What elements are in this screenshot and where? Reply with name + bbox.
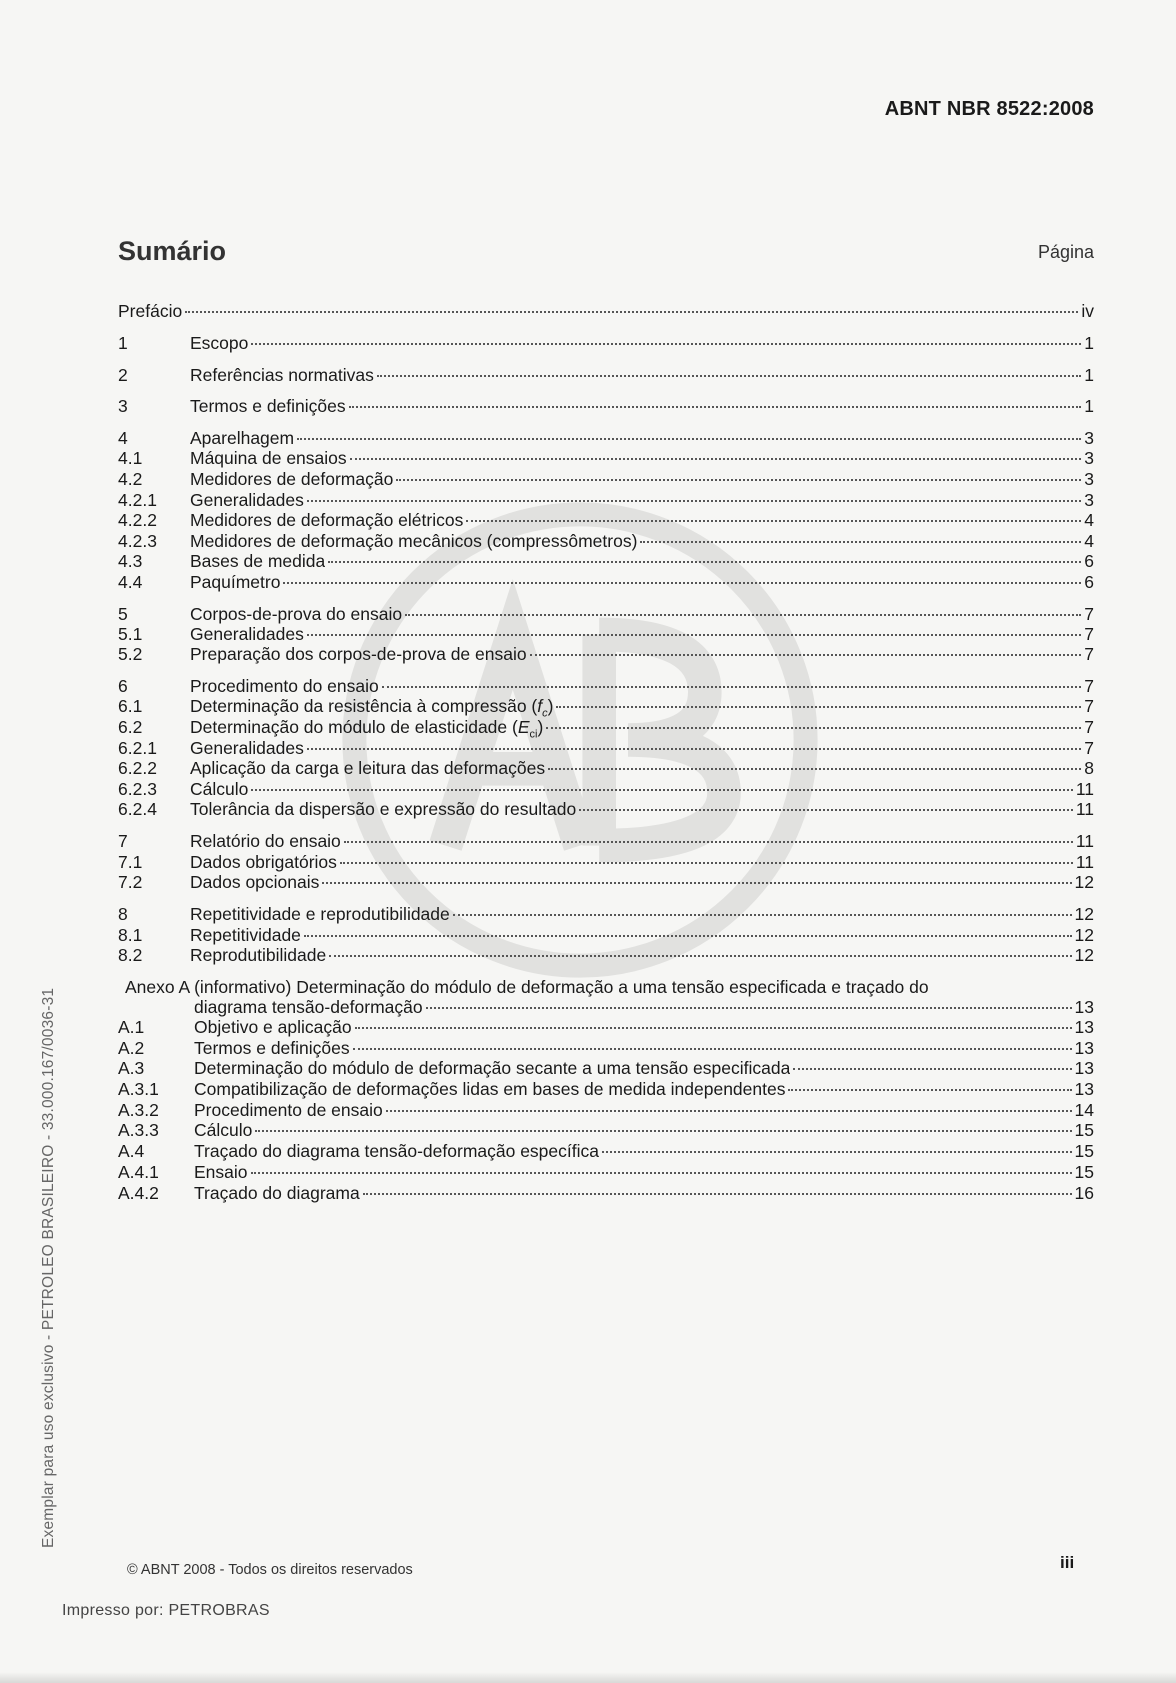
toc-entry-title: Cálculo [190,779,249,799]
toc-entry-number: 5.1 [118,624,143,644]
toc-entry-title: Generalidades [190,490,304,510]
toc-entry-title: Generalidades [190,738,304,758]
dot-leader [602,1151,1072,1153]
toc-entry-page: 3 [1084,428,1094,448]
toc-entry-title: Reprodutibilidade [190,945,327,965]
dot-leader [349,406,1082,408]
dot-leader [329,955,1071,957]
side-note: Exemplar para uso exclusivo - PETROLEO BRASILEIRO - 33.000.167/0036-31 [40,987,57,1548]
toc-entry[interactable] [118,530,1094,552]
toc-entry-page: 11 [1075,852,1094,872]
toc-entry-page: 3 [1084,469,1094,489]
toc-entry-page: 7 [1084,676,1094,696]
dot-leader [353,1048,1072,1050]
toc-entry-number: A.4.2 [118,1183,159,1203]
toc-entry-page: 4 [1084,510,1094,530]
toc-entry[interactable] [118,757,1094,779]
toc-entry-page: 7 [1084,644,1094,664]
dot-leader [466,520,1081,522]
toc-entry-number: 7.1 [118,852,143,872]
dot-leader [386,1110,1072,1112]
toc-entry[interactable] [118,1037,1094,1059]
toc-entry-page: 7 [1084,717,1094,737]
toc-entry[interactable] [118,1119,1094,1141]
toc-entry-title: Traçado do diagrama [194,1183,360,1203]
dot-leader [363,1193,1072,1195]
toc-entry[interactable] [118,1161,1094,1183]
toc-entry[interactable] [118,1057,1094,1079]
toc-entry[interactable] [118,550,1094,572]
toc-entry-page: 1 [1084,333,1094,353]
toc-entry[interactable] [118,737,1094,759]
toc-entry-number: 4.2.3 [118,531,157,551]
printed-by: Impresso por: PETROBRAS [62,1602,270,1619]
toc-entry-number: 5.2 [118,644,143,664]
dot-leader [297,438,1081,440]
toc-entry-number: 4.3 [118,551,143,571]
toc-entry-title: Repetitividade e reprodutibilidade [190,904,450,924]
toc-title: Sumário [118,236,227,266]
annex-label: Anexo A [125,977,190,997]
dot-leader [307,634,1081,636]
annex-heading-continuation[interactable] [118,996,1094,1018]
toc-entry-number: 7 [118,831,128,851]
toc-entry-title: Paquímetro [190,572,281,592]
toc-entry-page: iv [1081,301,1094,321]
toc-entry-page: 12 [1074,872,1094,892]
toc-entry[interactable] [118,571,1094,593]
toc-entry-number: 3 [118,396,128,416]
toc-entry-number: 8 [118,904,128,924]
toc-entry-title: Tolerância da dispersão e expressão do resultado [190,799,577,819]
dot-leader [322,882,1071,884]
toc-entry-title: Máquina de ensaios [190,448,347,468]
toc-entry-page: 1 [1084,396,1094,416]
toc-entry-title: Procedimento do ensaio [190,676,379,696]
toc-entry[interactable] [118,300,1094,322]
toc-entry-number: 4.4 [118,572,143,592]
toc-entry[interactable] [118,871,1094,893]
toc-entry-number: A.4.1 [118,1162,159,1182]
toc-entry-title: Aplicação da carga e leitura das deformações [190,758,546,778]
toc-entry-title: Medidores de deformação mecânicos (compressômetros) [190,531,638,551]
toc-entry-title: Escopo [190,333,249,353]
toc-entry-title: Dados obrigatórios [190,852,337,872]
dot-leader [304,935,1072,937]
toc-entry[interactable] [118,1099,1094,1121]
copyright-notice: © ABNT 2008 - Todos os direitos reservados [127,1562,413,1578]
toc-entry-number: 4.2.2 [118,510,157,530]
toc-entry[interactable] [118,603,1094,625]
toc-entry-title: Determinação da resistência à compressão $(f_c)$ [190,696,554,720]
dot-leader [556,706,1081,708]
dot-leader [382,686,1082,688]
toc-entry-title: Prefácio [118,301,183,321]
toc-entry-number: 4.2.1 [118,490,157,510]
toc-entry-number: 8.1 [118,925,143,945]
toc-entry[interactable] [118,643,1094,665]
toc-entry-number: A.3 [118,1058,145,1078]
toc-entry-title: Traçado do diagrama tensão-deformação específica [194,1141,599,1161]
scan-edge [0,1672,1176,1683]
toc-entry-title: Medidores de deformação [190,469,394,489]
dot-leader [426,1007,1072,1009]
toc-entry-number: 6.2.2 [118,758,157,778]
toc-entry-title: Compatibilização de deformações lidas em bases de medida independentes [194,1079,786,1099]
toc-entry-page: 15 [1074,1141,1094,1161]
dot-leader [307,748,1081,750]
toc-entry-page: 14 [1074,1100,1094,1120]
toc-entry-title: Dados opcionais [190,872,320,892]
toc-entry-number: A.3.3 [118,1120,159,1140]
toc-entry-title: Cálculo [194,1120,253,1140]
toc-entry-number: 4.2 [118,469,143,489]
toc-entry-number: 6.1 [118,696,143,716]
toc-entry-number: 6.2.1 [118,738,157,758]
toc-entry[interactable] [118,395,1094,417]
toc-entry-page: 3 [1084,448,1094,468]
toc-entry-title: Corpos-de-prova do ensaio [190,604,403,624]
toc-entry[interactable] [118,830,1094,852]
toc-entry[interactable] [118,1182,1094,1204]
toc-entry-title: Preparação dos corpos-de-prova de ensaio [190,644,527,664]
toc-entry-page: 13 [1074,1017,1094,1037]
toc-entry[interactable] [118,1078,1094,1100]
toc-entry-page: 7 [1084,738,1094,758]
dot-leader [640,541,1081,543]
toc-entry-number: 5 [118,604,128,624]
toc-entry-number: A.2 [118,1038,145,1058]
toc-entry-number: 4.1 [118,448,143,468]
dot-leader [307,500,1081,502]
toc-entry[interactable] [118,509,1094,531]
dot-leader [251,343,1081,345]
dot-leader [340,862,1073,864]
toc-entry-page: 6 [1084,572,1094,592]
toc-entry[interactable] [118,468,1094,490]
toc-entry-title: Generalidades [190,624,304,644]
dot-leader [546,727,1081,729]
toc-entry-page: 11 [1075,831,1094,851]
toc-entry-number: A.3.1 [118,1079,159,1099]
toc-entry-number: 6 [118,676,128,696]
toc-entry-number: 8.2 [118,945,143,965]
toc-entry-page: 1 [1084,365,1094,385]
toc-entry-title: Repetitividade [190,925,301,945]
toc-entry[interactable] [118,798,1094,820]
dot-leader [344,841,1073,843]
document-code: ABNT NBR 8522:2008 [884,98,1094,120]
toc-entry-page: 11 [1075,779,1094,799]
annex-heading[interactable] [125,976,1094,998]
toc-entry-page: 4 [1084,531,1094,551]
toc-entry[interactable] [118,489,1094,511]
annex-title-page: 13 [1074,997,1094,1017]
dot-leader [185,311,1078,313]
dot-leader [283,582,1081,584]
toc-entry[interactable] [118,332,1094,354]
dot-leader [377,375,1081,377]
dot-leader [350,458,1082,460]
dot-leader [251,789,1072,791]
toc-entry-number: 2 [118,365,128,385]
toc-entry-number: 6.2 [118,717,143,737]
toc-entry[interactable] [118,1140,1094,1162]
toc-entry-page: 12 [1074,925,1094,945]
dot-leader [396,479,1081,481]
dot-leader [328,561,1081,563]
toc-entry-page: 7 [1084,604,1094,624]
toc-entry-page: 16 [1074,1183,1094,1203]
dot-leader [255,1130,1071,1132]
dot-leader [251,1172,1072,1174]
toc-entry-number: 6.2.4 [118,799,157,819]
toc-entry[interactable] [118,427,1094,449]
toc-entry-number: A.3.2 [118,1100,159,1120]
toc-entry-title: Termos e definições [190,396,346,416]
page-number: iii [1060,1553,1075,1572]
toc-entry-page: 12 [1074,904,1094,924]
toc-entry-page: 7 [1084,696,1094,716]
toc-entry[interactable] [118,364,1094,386]
toc-entry-title: Procedimento de ensaio [194,1100,383,1120]
toc-entry-number: 4 [118,428,128,448]
toc-entry-title: Referências normativas [190,365,374,385]
toc-entry-number: 6.2.3 [118,779,157,799]
toc-entry-title: Termos e definições [194,1038,350,1058]
annex-title-line1: Determinação do módulo de deformação a uma tensão especificada e traçado do [296,977,929,997]
dot-leader [793,1068,1071,1070]
toc-entry[interactable] [118,851,1094,873]
toc-entry-page: 15 [1074,1120,1094,1140]
toc-entry-page: 3 [1084,490,1094,510]
toc-entry-title: Determinação do módulo de deformação secante a uma tensão especificada [194,1058,791,1078]
toc-entry-page: 6 [1084,551,1094,571]
dot-leader [530,654,1082,656]
dot-leader [355,1027,1072,1029]
toc-entry-title: Determinação do módulo de elasticidade $(E_{ci})$ [190,717,544,741]
toc-entry[interactable] [118,944,1094,966]
toc-entry-title: Aparelhagem [190,428,295,448]
toc-entry-page: 15 [1074,1162,1094,1182]
toc-entry[interactable] [118,447,1094,469]
toc-entry-number: 1 [118,333,128,353]
toc-entry-page: 13 [1074,1079,1094,1099]
toc-entry-page: 12 [1074,945,1094,965]
dot-leader [579,809,1073,811]
toc-entry-page: 7 [1084,624,1094,644]
toc-entry-number: 7.2 [118,872,143,892]
toc-entry[interactable] [118,1016,1094,1038]
dot-leader [453,914,1072,916]
page-column-label: Página [1037,242,1094,262]
toc-entry[interactable] [118,695,1094,720]
toc-entry[interactable] [118,716,1094,741]
dot-leader [405,614,1081,616]
toc-entry-page: 11 [1075,799,1094,819]
toc-entry-page: 13 [1074,1058,1094,1078]
toc-entry-title: Bases de medida [190,551,326,571]
toc-entry-page: 8 [1084,758,1094,778]
toc-entry[interactable] [118,675,1094,697]
toc-entry-page: 13 [1074,1038,1094,1058]
dot-leader [788,1089,1071,1091]
toc-entry[interactable] [118,924,1094,946]
toc-entry-title: Ensaio [194,1162,248,1182]
annex-type: (informativo) [194,977,292,997]
toc-entry[interactable] [118,623,1094,645]
dot-leader [548,768,1081,770]
toc-entry-number: A.4 [118,1141,145,1161]
annex-title-line2: diagrama tensão-deformação [194,997,423,1017]
toc-entry-title: Objetivo e aplicação [194,1017,352,1037]
toc-entry-title: Medidores de deformação elétricos [190,510,464,530]
toc-entry[interactable] [118,903,1094,925]
toc-entry-number: A.1 [118,1017,145,1037]
toc-entry[interactable] [118,778,1094,800]
toc-entry-title: Relatório do ensaio [190,831,341,851]
